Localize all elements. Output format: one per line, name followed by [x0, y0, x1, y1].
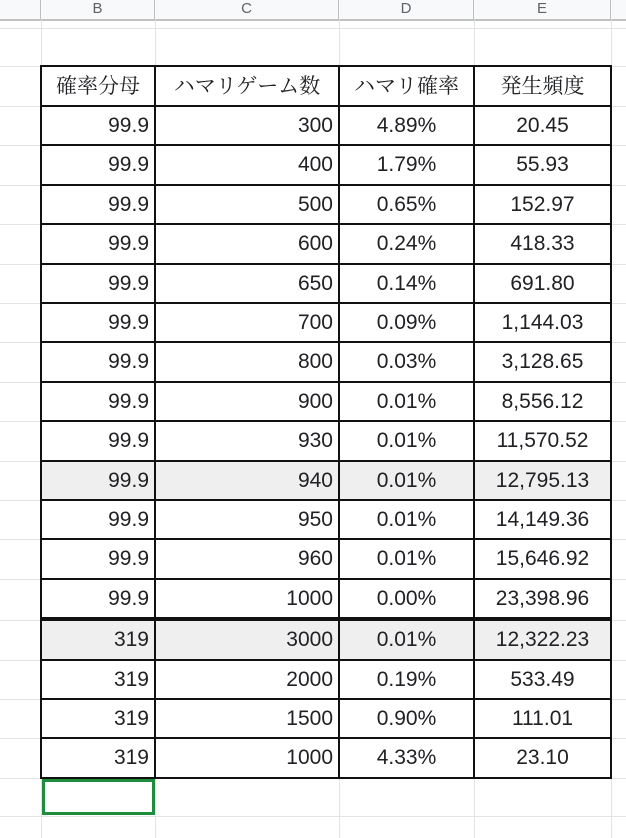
frequency-cell[interactable]: 1,144.03 [501, 311, 584, 334]
probability-cell[interactable]: 4.89% [376, 114, 437, 137]
frequency-cell[interactable]: 111.01 [511, 707, 574, 730]
grid-row-line [0, 185, 41, 186]
probability-cell[interactable]: 0.01% [376, 469, 437, 492]
games-cell[interactable]: 950 [297, 508, 333, 531]
games-cell[interactable]: 600 [297, 232, 333, 255]
frequency-cell[interactable]: 533.49 [510, 668, 575, 691]
table-border-h [41, 698, 612, 700]
table-border-h [41, 65, 612, 67]
denominator-cell[interactable]: 99.9 [108, 311, 149, 334]
grid-row-line [0, 620, 41, 621]
games-cell[interactable]: 1000 [286, 746, 333, 769]
table-border-v [40, 65, 42, 779]
games-cell[interactable]: 960 [297, 547, 333, 570]
frequency-cell[interactable]: 691.80 [510, 272, 575, 295]
table-border-h [41, 144, 612, 146]
frequency-cell[interactable]: 3,128.65 [501, 350, 584, 373]
grid-row-line [0, 264, 41, 265]
denominator-cell[interactable]: 99.9 [108, 232, 149, 255]
column-header-d[interactable]: D [339, 0, 474, 20]
grid-row-line [0, 224, 41, 225]
select-all-corner[interactable] [0, 0, 41, 20]
table-border-h [41, 460, 612, 462]
grid-row-line [0, 28, 626, 29]
denominator-cell[interactable]: 99.9 [108, 350, 149, 373]
denominator-cell[interactable]: 99.9 [108, 429, 149, 452]
grid-row-line [0, 699, 41, 700]
probability-cell[interactable]: 0.01% [376, 429, 437, 452]
grid-row-line [0, 421, 41, 422]
grid-row-line [611, 264, 626, 265]
grid-row-line [611, 461, 626, 462]
denominator-cell[interactable]: 319 [113, 668, 149, 691]
grid-row-line [611, 342, 626, 343]
probability-cell[interactable]: 0.01% [376, 390, 437, 413]
grid-row-line [611, 106, 626, 107]
probability-cell[interactable]: 4.33% [376, 746, 437, 769]
grid-row-line [611, 224, 626, 225]
frequency-cell[interactable]: 8,556.12 [501, 390, 584, 413]
probability-cell[interactable]: 0.00% [376, 587, 437, 610]
column-header-f[interactable] [611, 0, 626, 20]
probability-cell[interactable]: 0.19% [376, 668, 437, 691]
probability-cell[interactable]: 1.79% [376, 153, 437, 176]
grid-row-line [0, 303, 41, 304]
probability-cell[interactable]: 0.65% [376, 193, 437, 216]
grid-row-line [0, 461, 41, 462]
table-border-h [41, 499, 612, 501]
table-border-v [338, 65, 340, 779]
games-cell[interactable]: 650 [297, 272, 333, 295]
table-border-h [41, 659, 612, 661]
table-border-h [41, 341, 612, 343]
denominator-cell[interactable]: 319 [113, 746, 149, 769]
grid-row-line [0, 106, 41, 107]
probability-cell[interactable]: 0.03% [376, 350, 437, 373]
games-cell[interactable]: 300 [297, 114, 333, 137]
header-hamari-games[interactable]: ハマリゲーム数 [173, 73, 321, 98]
probability-cell[interactable]: 0.01% [376, 508, 437, 531]
games-cell[interactable]: 400 [297, 153, 333, 176]
header-frequency[interactable]: 発生頻度 [500, 73, 585, 98]
column-header-e[interactable]: E [474, 0, 611, 20]
frequency-cell[interactable]: 11,570.52 [496, 429, 589, 452]
table-border-h [41, 578, 612, 580]
probability-cell[interactable]: 0.24% [376, 232, 437, 255]
denominator-cell[interactable]: 99.9 [108, 508, 149, 531]
column-header-b[interactable]: B [41, 0, 155, 20]
denominator-cell[interactable]: 99.9 [108, 114, 149, 137]
denominator-cell[interactable]: 99.9 [108, 587, 149, 610]
header-hamari-prob[interactable]: ハマリ確率 [354, 73, 459, 98]
games-cell[interactable]: 930 [297, 429, 333, 452]
table-border-v [610, 65, 612, 779]
table-border-v [473, 65, 475, 779]
frequency-cell[interactable]: 418.33 [510, 232, 575, 255]
grid-row-line [611, 620, 626, 621]
games-cell[interactable]: 1500 [286, 707, 333, 730]
section-separator [41, 617, 612, 621]
grid-row-line [611, 660, 626, 661]
grid-row-line [0, 145, 41, 146]
grid-row-line [0, 579, 41, 580]
header-denominator[interactable]: 確率分母 [56, 73, 140, 98]
frequency-cell[interactable]: 23.10 [516, 746, 569, 769]
frequency-cell[interactable]: 15,646.92 [495, 547, 590, 570]
frequency-cell[interactable]: 20.45 [516, 114, 569, 137]
grid-row-line [611, 145, 626, 146]
grid-row-line [0, 660, 41, 661]
games-cell[interactable]: 940 [297, 469, 333, 492]
games-cell[interactable]: 900 [297, 390, 333, 413]
table-border-h [41, 538, 612, 540]
grid-row-line [611, 421, 626, 422]
table-border-h [41, 263, 612, 265]
games-cell[interactable]: 2000 [286, 668, 333, 691]
denominator-cell[interactable]: 99.9 [108, 153, 149, 176]
table-border-h [41, 737, 612, 739]
games-cell[interactable]: 1000 [286, 587, 333, 610]
denominator-cell[interactable]: 99.9 [108, 193, 149, 216]
probability-cell[interactable]: 0.90% [376, 707, 437, 730]
grid-row-line [611, 539, 626, 540]
probability-cell[interactable]: 0.09% [376, 311, 437, 334]
frequency-cell[interactable]: 12,795.13 [495, 469, 590, 492]
column-header-c[interactable]: C [155, 0, 339, 20]
table-border-h [41, 105, 612, 107]
grid-row-line [0, 382, 41, 383]
grid-row-line [0, 778, 41, 779]
grid-row-line [611, 778, 626, 779]
frequency-cell[interactable]: 23,398.96 [495, 587, 590, 610]
denominator-cell[interactable]: 99.9 [108, 390, 149, 413]
grid-row-line [0, 816, 626, 817]
probability-cell[interactable]: 0.14% [376, 272, 437, 295]
table-border-h [41, 184, 612, 186]
grid-row-line [0, 342, 41, 343]
frequency-cell[interactable]: 14,149.36 [495, 508, 590, 531]
denominator-cell[interactable]: 319 [113, 628, 149, 651]
grid-row-line [611, 579, 626, 580]
table-border-h [41, 420, 612, 422]
denominator-cell[interactable]: 99.9 [108, 469, 149, 492]
grid-row-line [0, 500, 41, 501]
denominator-cell[interactable]: 99.9 [108, 547, 149, 570]
selected-cell[interactable] [42, 779, 155, 815]
grid-row-line [611, 303, 626, 304]
grid-row-line [611, 382, 626, 383]
grid-row-line [611, 500, 626, 501]
grid-row-line [0, 539, 41, 540]
grid-row-line [611, 699, 626, 700]
frequency-cell[interactable]: 55.93 [516, 153, 569, 176]
table-border-v [154, 65, 156, 779]
games-cell[interactable]: 800 [297, 350, 333, 373]
probability-cell[interactable]: 0.01% [376, 547, 437, 570]
table-border-h [41, 223, 612, 225]
table-border-h [41, 381, 612, 383]
games-cell[interactable]: 700 [297, 311, 333, 334]
probability-cell[interactable]: 0.01% [376, 628, 437, 651]
grid-row-line [0, 738, 41, 739]
denominator-cell[interactable]: 99.9 [108, 272, 149, 295]
games-cell[interactable]: 500 [297, 193, 333, 216]
games-cell[interactable]: 3000 [286, 628, 333, 651]
frequency-cell[interactable]: 12,322.23 [495, 628, 590, 651]
frequency-cell[interactable]: 152.97 [510, 193, 575, 216]
grid-row-line [611, 738, 626, 739]
grid-row-line [611, 185, 626, 186]
denominator-cell[interactable]: 319 [113, 707, 149, 730]
table-border-h [41, 302, 612, 304]
